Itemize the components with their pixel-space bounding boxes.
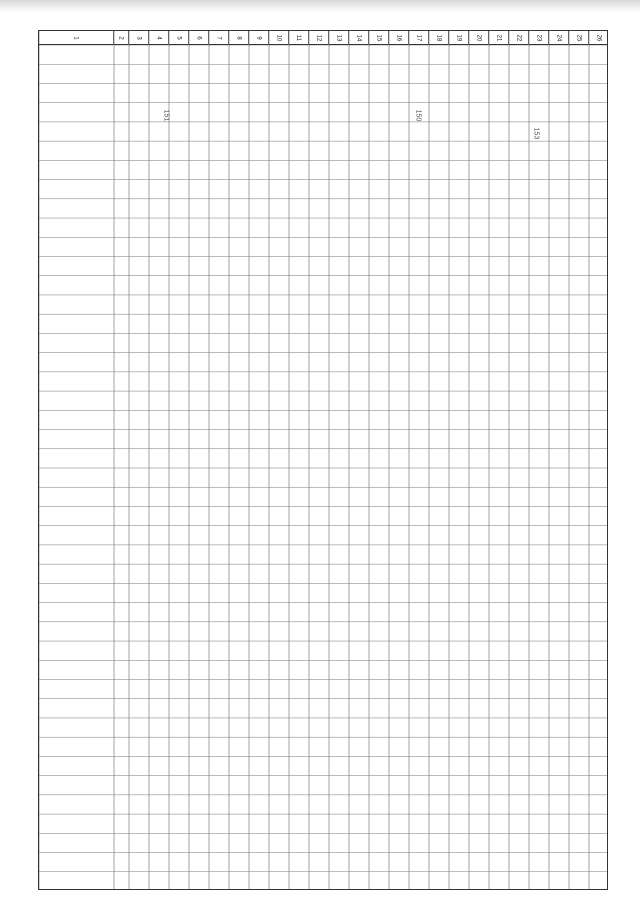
column-number-label: 3 xyxy=(135,36,142,40)
column-number-label: 25 xyxy=(575,34,582,42)
page-number-left: 151 xyxy=(162,109,170,122)
column-number-4 xyxy=(149,31,169,45)
scan-edge-shadow xyxy=(0,0,640,12)
column-number-label: 20 xyxy=(475,34,482,42)
column-number-label: 14 xyxy=(355,34,362,42)
column-number-15 xyxy=(369,31,389,45)
column-number-label: 12 xyxy=(315,34,322,42)
column-number-label: 16 xyxy=(395,34,402,42)
column-number-label: 8 xyxy=(235,36,242,40)
column-number-label: 9 xyxy=(255,36,262,40)
column-number-21 xyxy=(489,31,509,45)
column-number-25 xyxy=(569,31,589,45)
column-number-label: 13 xyxy=(335,34,342,42)
column-number-19 xyxy=(449,31,469,45)
column-number-1 xyxy=(39,31,114,45)
column-number-20 xyxy=(469,31,489,45)
column-number-label: 23 xyxy=(535,34,542,42)
column-number-23 xyxy=(529,31,549,45)
column-number-label: 4 xyxy=(155,36,162,40)
column-number-22 xyxy=(509,31,529,45)
table-grid xyxy=(39,31,608,890)
column-number-8 xyxy=(229,31,249,45)
column-number-9 xyxy=(249,31,269,45)
page-number-right: 153 xyxy=(532,127,540,140)
column-number-label: 11 xyxy=(295,34,302,42)
column-number-label: 18 xyxy=(435,34,442,42)
column-number-18 xyxy=(429,31,449,45)
page-number-middle: 150 xyxy=(414,109,422,122)
column-number-label: 26 xyxy=(595,34,602,42)
column-number-13 xyxy=(329,31,349,45)
column-number-11 xyxy=(289,31,309,45)
column-number-24 xyxy=(549,31,569,45)
column-number-26 xyxy=(589,31,608,45)
column-number-label: 15 xyxy=(375,34,382,42)
column-number-label: 6 xyxy=(195,36,202,40)
column-number-label: 19 xyxy=(455,34,462,42)
column-number-header xyxy=(39,31,608,45)
column-number-14 xyxy=(349,31,369,45)
column-number-5 xyxy=(169,31,189,45)
column-number-12 xyxy=(309,31,329,45)
column-number-3 xyxy=(129,31,149,45)
column-number-2 xyxy=(114,31,129,45)
column-number-label: 7 xyxy=(215,36,222,40)
column-number-label: 17 xyxy=(415,34,422,42)
column-number-16 xyxy=(389,31,409,45)
column-number-label: 2 xyxy=(118,36,124,40)
column-number-label: 21 xyxy=(495,34,502,42)
column-number-7 xyxy=(209,31,229,45)
column-number-label: 24 xyxy=(555,34,562,42)
column-number-label: 5 xyxy=(175,36,182,40)
column-number-10 xyxy=(269,31,289,45)
column-number-label: 1 xyxy=(73,36,79,40)
column-number-6 xyxy=(189,31,209,45)
column-number-label: 10 xyxy=(275,34,282,42)
column-number-17 xyxy=(409,31,429,45)
column-number-label: 22 xyxy=(515,34,522,42)
rotated-data-table xyxy=(38,30,608,890)
